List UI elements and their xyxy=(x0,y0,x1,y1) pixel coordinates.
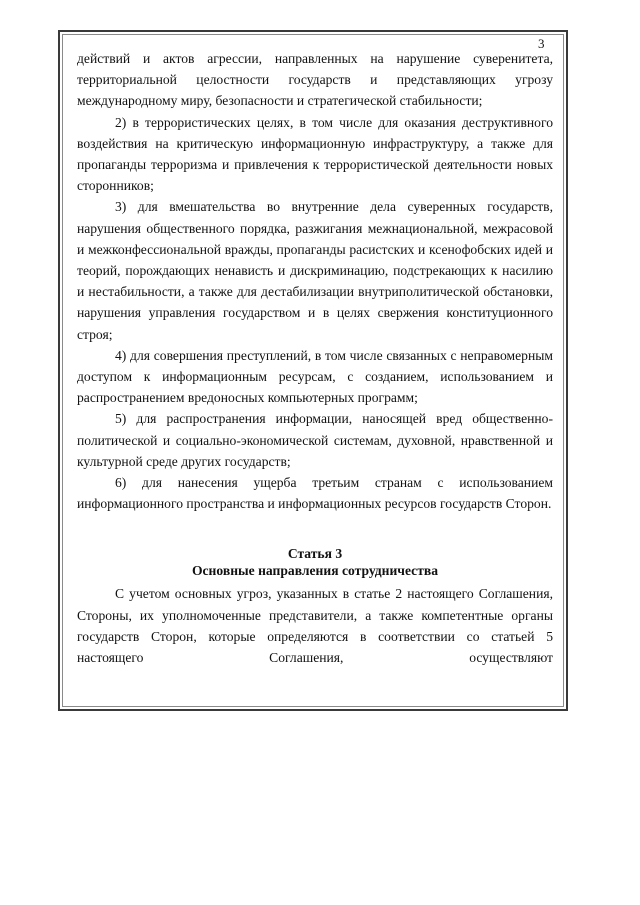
list-item-3: 3) для вмешательства во внутренние дела суверенных государств, нарушения общественного порядка, разжигания межнациональной, межрасовой и межконфессиональной вражды, пропаганды расистских и ксенофобских идей и теорий, порождающих ненависть и дискриминацию, подстрекающих к насилию и нестабильности, а также для дестабилизации внутриполитической обстановки, нарушения управления государством и в целях свержения конституционного строя; xyxy=(77,199,553,342)
page-number: 3 xyxy=(538,36,545,51)
list-item-5: 5) для распространения информации, наносящей вред общественно-политической и социально-экономической системам, духовной, нравственной и культурной среде других государств; xyxy=(77,411,553,469)
article-body-paragraph: С учетом основных угроз, указанных в статье 2 настоящего Соглашения, Стороны, их уполномоченные представители, а также компетентные органы государств Сторон, которые определяются в соответствии со статьей 5 настоящего Соглашения, осуществляют xyxy=(77,586,553,666)
list-item-6: 6) для нанесения ущерба третьим странам с использованием информационного пространства и информационных ресурсов государств Сторон. xyxy=(77,475,553,512)
document-body xyxy=(77,48,553,668)
list-item-4: 4) для совершения преступлений, в том числе связанных с неправомерным доступом к информационным ресурсам, с созданием, использованием и распространением вредоносных компьютерных программ; xyxy=(77,347,553,406)
article-heading xyxy=(77,545,553,579)
article-subtitle: Основные направления сотрудничества xyxy=(191,563,439,579)
paragraph-continuation: действий и актов агрессии, направленных на нарушение суверенитета, территориальной целостности государств и представляющих угрозу международному миру, безопасности и стратегической стабильности; xyxy=(77,51,553,109)
list-item-2: 2) в террористических целях, в том числе для оказания деструктивного воздействия на критическую информационную инфраструктуру, а также для пропаганды терроризма и привлечения к террористической деятельности новых сторонников; xyxy=(77,114,553,194)
article-title: Статья 3 xyxy=(287,546,343,562)
